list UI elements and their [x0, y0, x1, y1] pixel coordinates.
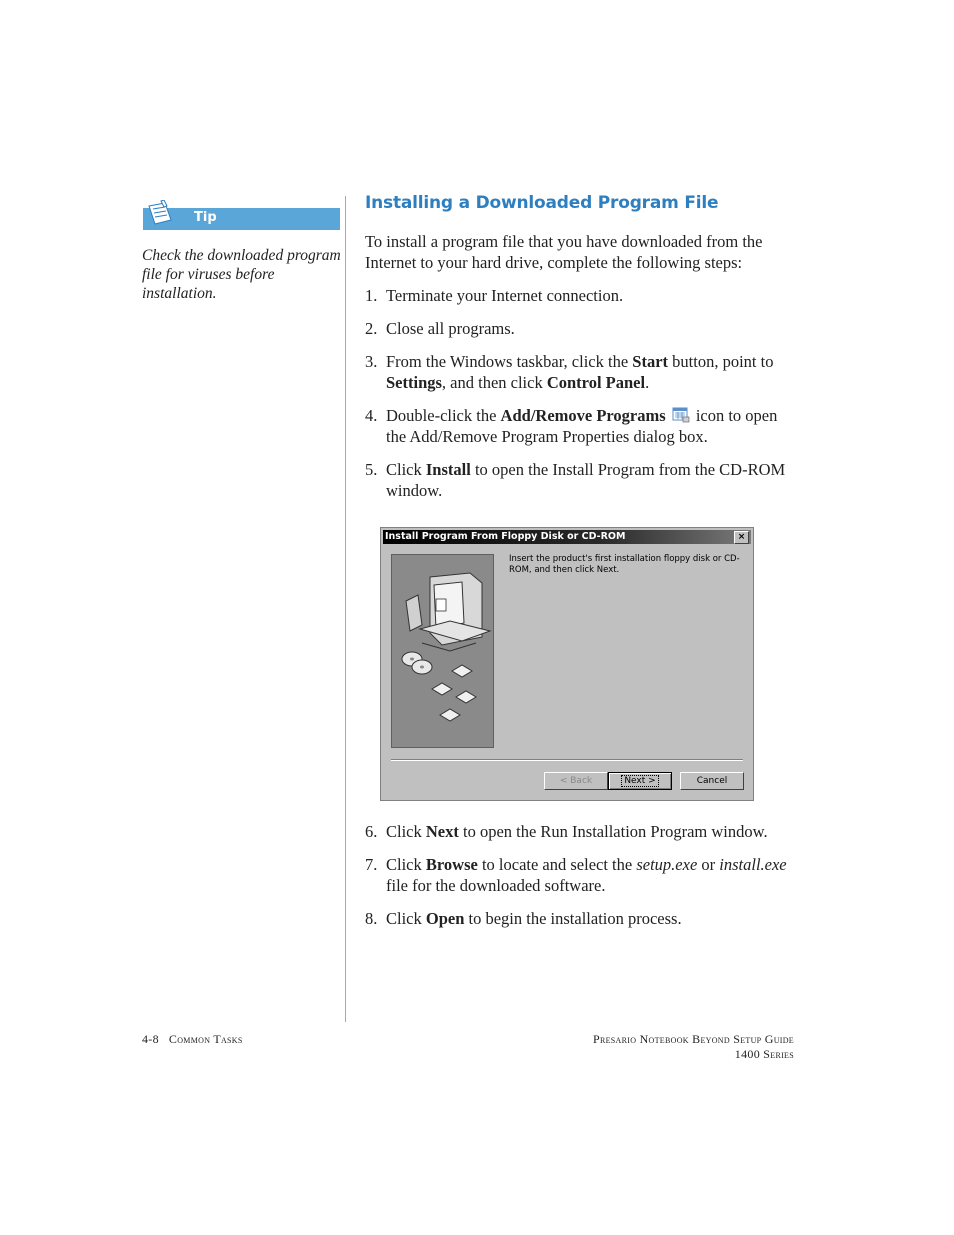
step-4: 4. Double-click the Add/Remove Programs icon to open the Add/Remove Program Properties dialog box. — [365, 406, 778, 446]
dialog-title: Install Program From Floppy Disk or CD-ROM — [385, 531, 626, 542]
tip-banner — [143, 208, 340, 230]
tip-text: Check the downloaded program file for viruses before installation. — [142, 247, 341, 302]
sidebar-divider — [345, 196, 346, 1022]
dialog-instruction: Insert the product's first installation floppy disk or CD-ROM, and then click Next. — [509, 554, 740, 575]
footer-right — [593, 1032, 794, 1062]
section-heading: Installing a Downloaded Program File — [365, 193, 719, 213]
steps-list — [365, 285, 795, 513]
steps-list-continued — [365, 821, 795, 941]
install-illustration — [391, 554, 494, 748]
footer-series: 1400 Series — [734, 1047, 794, 1061]
add-remove-programs-icon — [672, 407, 690, 423]
tip-label: Tip — [194, 210, 217, 225]
footer-left — [142, 1032, 243, 1047]
close-button[interactable]: × — [734, 531, 749, 544]
step-7: 7. Click Browse to locate and select the setup.exe or install.exe file for the downloaded software. — [365, 855, 787, 895]
step-2: 2. Close all programs. — [365, 319, 515, 338]
next-button-label: Next > — [624, 776, 656, 786]
step-3: 3. From the Windows taskbar, click the Start button, point to Settings, and then click Control Panel. — [365, 352, 774, 392]
intro-paragraph: To install a program file that you have downloaded from the Internet to your hard drive, complete the following steps: — [365, 232, 763, 272]
page-number: 4-8 — [142, 1032, 159, 1046]
dialog-separator — [391, 759, 743, 761]
back-button[interactable]: < Back — [544, 772, 608, 790]
dialog-titlebar — [383, 530, 751, 544]
footer-section: Common Tasks — [168, 1032, 243, 1046]
footer-guide-title: Presario Notebook Beyond Setup Guide — [592, 1032, 794, 1046]
cancel-button[interactable]: Cancel — [680, 772, 744, 790]
next-button[interactable] — [608, 772, 672, 790]
computer-with-disks-icon — [392, 555, 493, 747]
note-pencil-icon — [147, 200, 177, 226]
step-6: 6. Click Next to open the Run Installation Program window. — [365, 822, 768, 841]
step-5: 5. Click Install to open the Install Program from the CD-ROM window. — [365, 460, 786, 500]
step-1: 1. Terminate your Internet connection. — [365, 286, 624, 305]
step-8: 8. Click Open to begin the installation process. — [365, 909, 682, 928]
install-program-dialog — [380, 527, 754, 801]
